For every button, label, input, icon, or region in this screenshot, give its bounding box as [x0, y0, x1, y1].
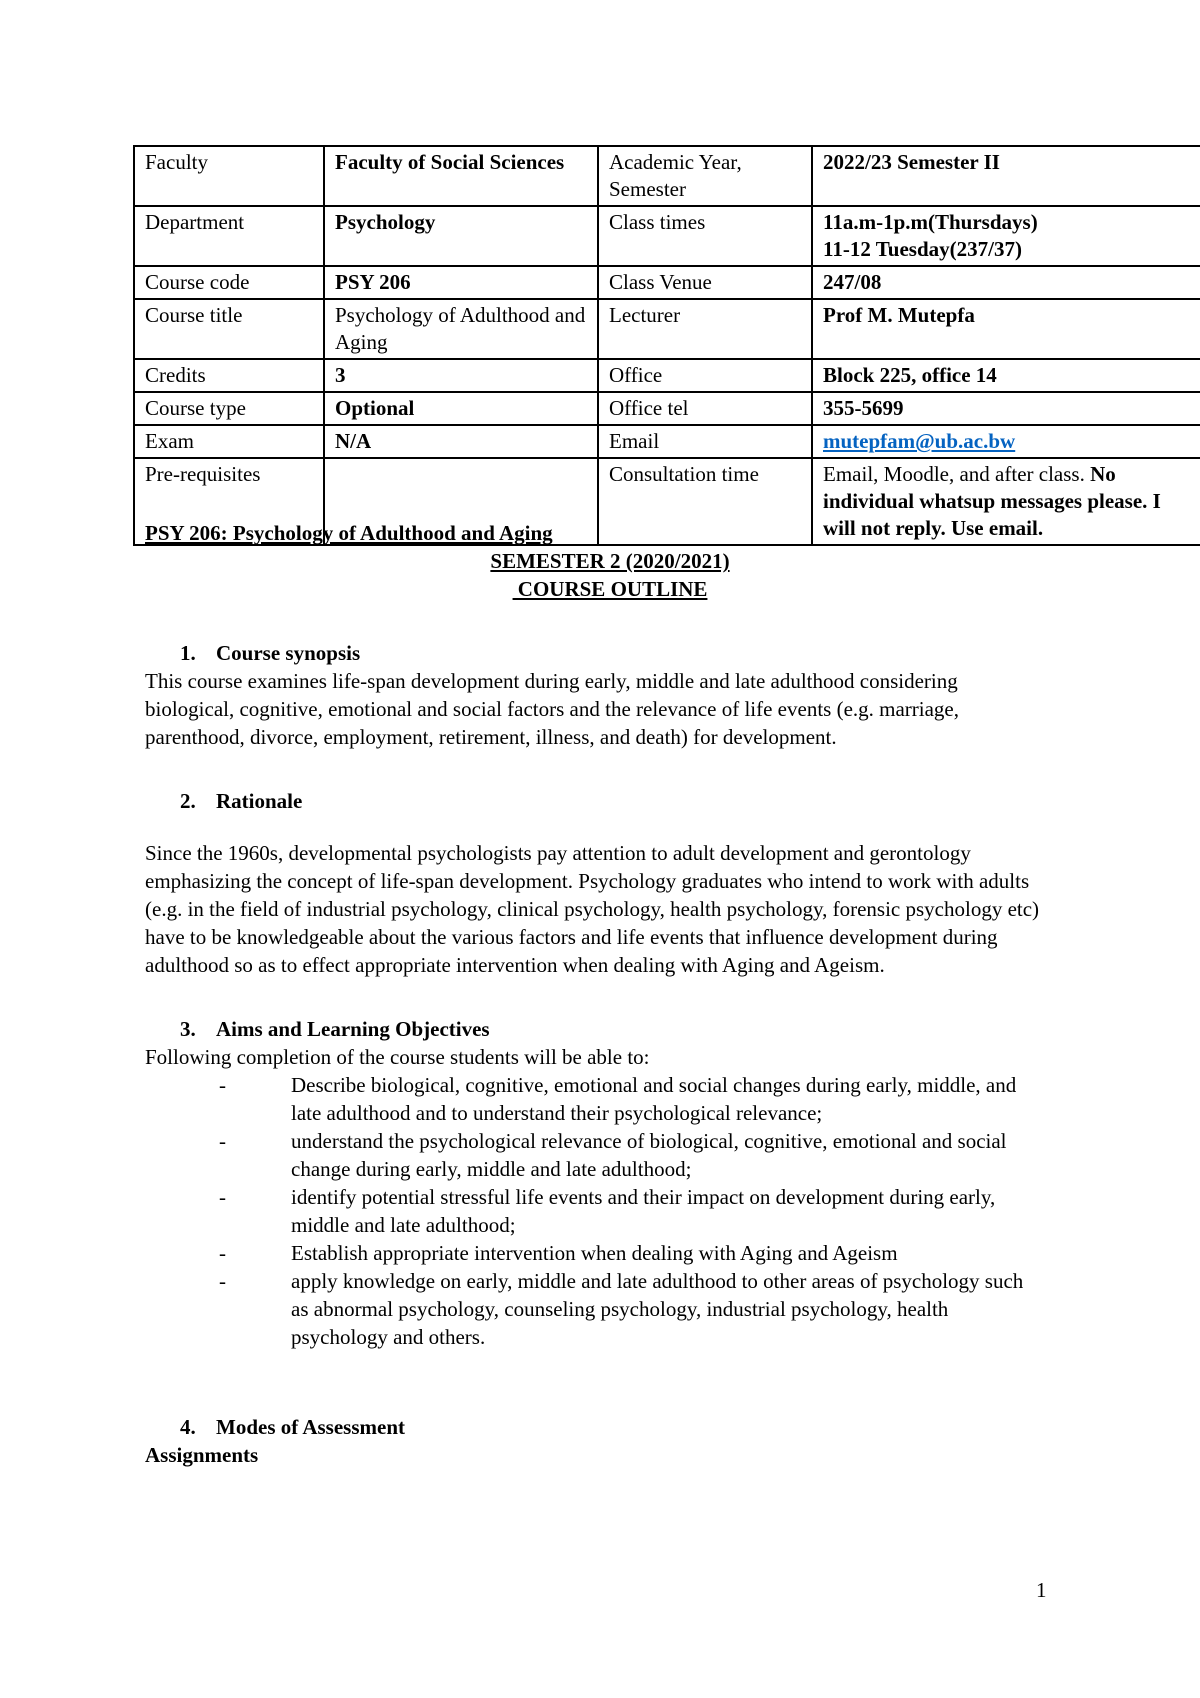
office-tel-value: 355-5699	[812, 392, 1200, 425]
consultation-plain: Email, Moodle, and after class.	[823, 462, 1085, 486]
credits-label: Credits	[134, 359, 324, 392]
list-item-text: Establish appropriate intervention when dealing with Aging and Ageism	[291, 1241, 898, 1265]
office-tel-label: Office tel	[598, 392, 812, 425]
dash-bullet: -	[219, 1185, 226, 1209]
table-row	[134, 146, 1200, 206]
dash-bullet: -	[219, 1073, 226, 1097]
synopsis-body: This course examines life-span development during early, middle and late adulthood considering biological, cognitive, emotional and social factors and the relevance of life events (e.g. marriage, parenthood, divorce, employment, retirement, illness, and death) for development.	[145, 669, 960, 749]
table-row	[134, 206, 1200, 266]
course-heading: PSY 206: Psychology of Adulthood and Aging	[145, 521, 553, 545]
table-row	[134, 359, 1200, 392]
course-type-value: Optional	[324, 392, 598, 425]
email-link[interactable]: mutepfam@ub.ac.bw	[823, 429, 1016, 453]
class-times-label: Class times	[598, 206, 812, 266]
course-title-value: Psychology of Adulthood and Aging	[324, 299, 598, 359]
spacer	[145, 751, 1045, 787]
class-times-tuesday: 11-12 Tuesday(237/37)	[823, 237, 1022, 261]
email-label: Email	[598, 425, 812, 458]
aims-intro: Following completion of the course students will be able to:	[145, 1045, 650, 1069]
class-venue-label: Class Venue	[598, 266, 812, 299]
faculty-label: Faculty	[134, 146, 324, 206]
section-heading-rationale	[145, 787, 1045, 815]
section-number: 4.	[180, 1415, 196, 1439]
department-value: Psychology	[324, 206, 598, 266]
list-item	[145, 1071, 1045, 1127]
section-heading-aims	[145, 1015, 1045, 1043]
dash-bullet: -	[219, 1241, 226, 1265]
page-number: 1	[1036, 1578, 1047, 1602]
list-item	[145, 1239, 1045, 1267]
class-venue-value: 247/08	[812, 266, 1200, 299]
exam-label: Exam	[134, 425, 324, 458]
credits-value: 3	[324, 359, 598, 392]
lecturer-value: Prof M. Mutepfa	[812, 299, 1200, 359]
course-code-value: PSY 206	[324, 266, 598, 299]
list-item	[145, 1183, 1045, 1239]
class-times-thursday: 11a.m-1p.m(Thursdays)	[823, 210, 1038, 234]
spacer	[145, 603, 1045, 639]
academic-year-label: Academic Year, Semester	[598, 146, 812, 206]
section-heading-synopsis	[145, 639, 1045, 667]
prerequisites-label: Pre-requisites	[134, 458, 324, 545]
table-row	[134, 266, 1200, 299]
exam-value: N/A	[324, 425, 598, 458]
list-item-text: Describe biological, cognitive, emotional and social changes during early, middle, and late adulthood and to understand their psychological relevance;	[291, 1073, 1017, 1125]
list-item-text: understand the psychological relevance of biological, cognitive, emotional and social change during early, middle and late adulthood;	[291, 1129, 1007, 1181]
faculty-value: Faculty of Social Sciences	[324, 146, 598, 206]
department-label: Department	[134, 206, 324, 266]
objectives-list	[145, 1071, 1045, 1351]
course-outline-body	[145, 519, 1045, 1469]
table-row	[134, 392, 1200, 425]
class-times-value	[812, 206, 1200, 266]
outline-heading: COURSE OUTLINE	[512, 577, 708, 601]
course-code-label: Course code	[134, 266, 324, 299]
spacer	[145, 979, 1045, 1015]
academic-year-value: 2022/23 Semester II	[812, 146, 1200, 206]
section-number: 3.	[180, 1017, 196, 1041]
spacer	[145, 815, 1045, 839]
list-item-text: apply knowledge on early, middle and late adulthood to other areas of psychology such as abnormal psychology, counseling psychology, industrial psychology, health psychology and others.	[291, 1269, 1024, 1349]
course-info-table	[133, 145, 1200, 546]
course-type-label: Course type	[134, 392, 324, 425]
consultation-warning: No individual whatsup messages please. I will not reply. Use email.	[823, 462, 1161, 540]
dash-bullet: -	[219, 1269, 226, 1293]
section-heading-assessment	[145, 1413, 1045, 1441]
list-item	[145, 1127, 1045, 1183]
dash-bullet: -	[219, 1129, 226, 1153]
section-title: Rationale	[216, 789, 303, 813]
section-title: Modes of Assessment	[216, 1415, 405, 1439]
table-row	[134, 425, 1200, 458]
list-item-text: identify potential stressful life events and their impact on development during early, middle and late adulthood;	[291, 1185, 996, 1237]
table-row	[134, 299, 1200, 359]
semester-heading: SEMESTER 2 (2020/2021)	[490, 549, 730, 573]
course-title-label: Course title	[134, 299, 324, 359]
consultation-label: Consultation time	[598, 458, 812, 545]
lecturer-label: Lecturer	[598, 299, 812, 359]
office-label: Office	[598, 359, 812, 392]
rationale-body: Since the 1960s, developmental psychologists pay attention to adult development and gerontology emphasizing the concept of life-span development. Psychology graduates who intend to work with adults (e.g. in the field of industrial psychology, clinical psychology, health psychology, forensic psychology etc) have to be knowledgeable about the various factors and life events that influence development during adulthood so as to effect appropriate intervention when dealing with Aging and Ageism.	[145, 841, 1040, 977]
office-value: Block 225, office 14	[812, 359, 1200, 392]
section-number: 1.	[180, 641, 196, 665]
spacer	[145, 1351, 1045, 1413]
section-number: 2.	[180, 789, 196, 813]
section-title: Aims and Learning Objectives	[216, 1017, 490, 1041]
section-title: Course synopsis	[216, 641, 361, 665]
assignments-subheading: Assignments	[145, 1443, 259, 1467]
list-item	[145, 1267, 1045, 1351]
email-value	[812, 425, 1200, 458]
